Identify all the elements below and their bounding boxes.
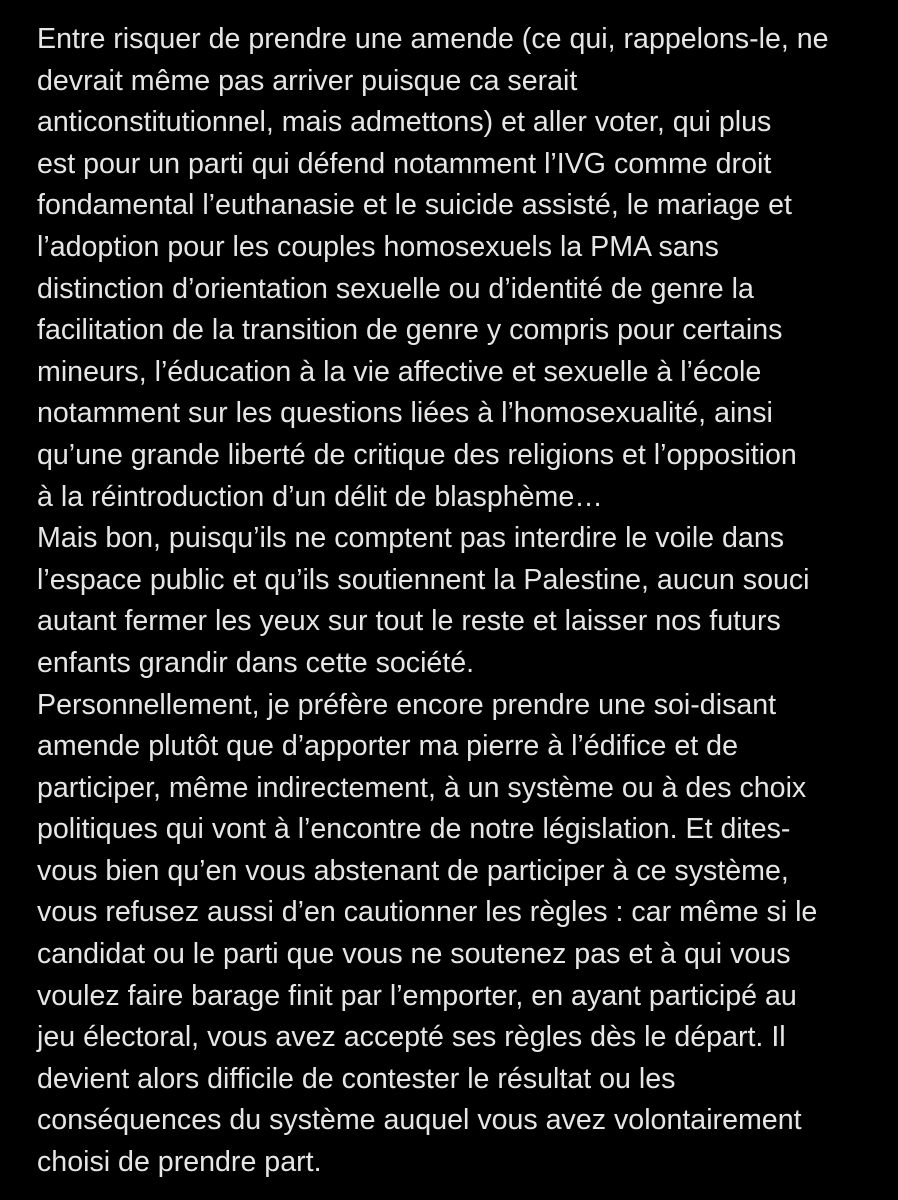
text-line: l’adoption pour les couples homosexuels la PMA sans bbox=[37, 230, 719, 263]
text-line: à la réintroduction d’un délit de blasphème… bbox=[37, 480, 603, 513]
text-line: choisi de prendre part. bbox=[37, 1146, 322, 1179]
text-line: vous refusez aussi d’en cautionner les règles : car même si le bbox=[37, 896, 818, 929]
text-line: devrait même pas arriver puisque ca serait bbox=[37, 64, 578, 97]
text-line: notamment sur les questions liées à l’homosexualité, ainsi bbox=[37, 397, 773, 430]
text-line: qu’une grande liberté de critique des religions et l’opposition bbox=[37, 438, 797, 471]
body-text bbox=[37, 19, 868, 1184]
text-line: enfants grandir dans cette société. bbox=[37, 646, 475, 679]
text-line: distinction d’orientation sexuelle ou d’identité de genre la bbox=[37, 272, 754, 305]
text-line: anticonstitutionnel, mais admettons) et aller voter, qui plus bbox=[37, 106, 772, 139]
text-line: fondamental l’euthanasie et le suicide assisté, le mariage et bbox=[37, 189, 792, 222]
text-line: vous bien qu’en vous abstenant de participer à ce système, bbox=[37, 854, 789, 887]
text-line: est pour un parti qui défend notamment l’IVG comme droit bbox=[37, 147, 772, 180]
text-line: facilitation de la transition de genre y compris pour certains bbox=[37, 314, 783, 347]
text-line: Entre risquer de prendre une amende (ce qui, rappelons-le, ne bbox=[37, 23, 829, 55]
text-line: jeu électoral, vous avez accepté ses règles dès le départ. Il bbox=[37, 1021, 786, 1054]
text-line: Personnellement, je préfère encore prendre une soi-disant bbox=[37, 688, 777, 721]
text-line: l’espace public et qu’ils soutiennent la Palestine, aucun souci bbox=[37, 563, 810, 596]
text-line: mineurs, l’éducation à la vie affective et sexuelle à l’école bbox=[37, 355, 762, 388]
text-line: politiques qui vont à l’encontre de notre législation. Et dites- bbox=[37, 813, 791, 846]
text-line: voulez faire barage finit par l’emporter, en ayant participé au bbox=[37, 979, 797, 1012]
paragraph-3 bbox=[37, 685, 868, 1184]
text-line: Mais bon, puisqu’ils ne comptent pas interdire le voile dans bbox=[37, 522, 785, 555]
paragraph-1 bbox=[37, 19, 868, 518]
text-line: conséquences du système auquel vous avez volontairement bbox=[37, 1104, 802, 1137]
text-line: autant fermer les yeux sur tout le reste et laisser nos futurs bbox=[37, 605, 781, 638]
text-line: devient alors difficile de contester le résultat ou les bbox=[37, 1062, 676, 1095]
text-line: candidat ou le parti que vous ne soutenez pas et à qui vous bbox=[37, 938, 791, 971]
paragraph-2 bbox=[37, 518, 868, 684]
text-line: amende plutôt que d’apporter ma pierre à l’édifice et de bbox=[37, 730, 738, 763]
text-line: participer, même indirectement, à un système ou à des choix bbox=[37, 771, 807, 804]
